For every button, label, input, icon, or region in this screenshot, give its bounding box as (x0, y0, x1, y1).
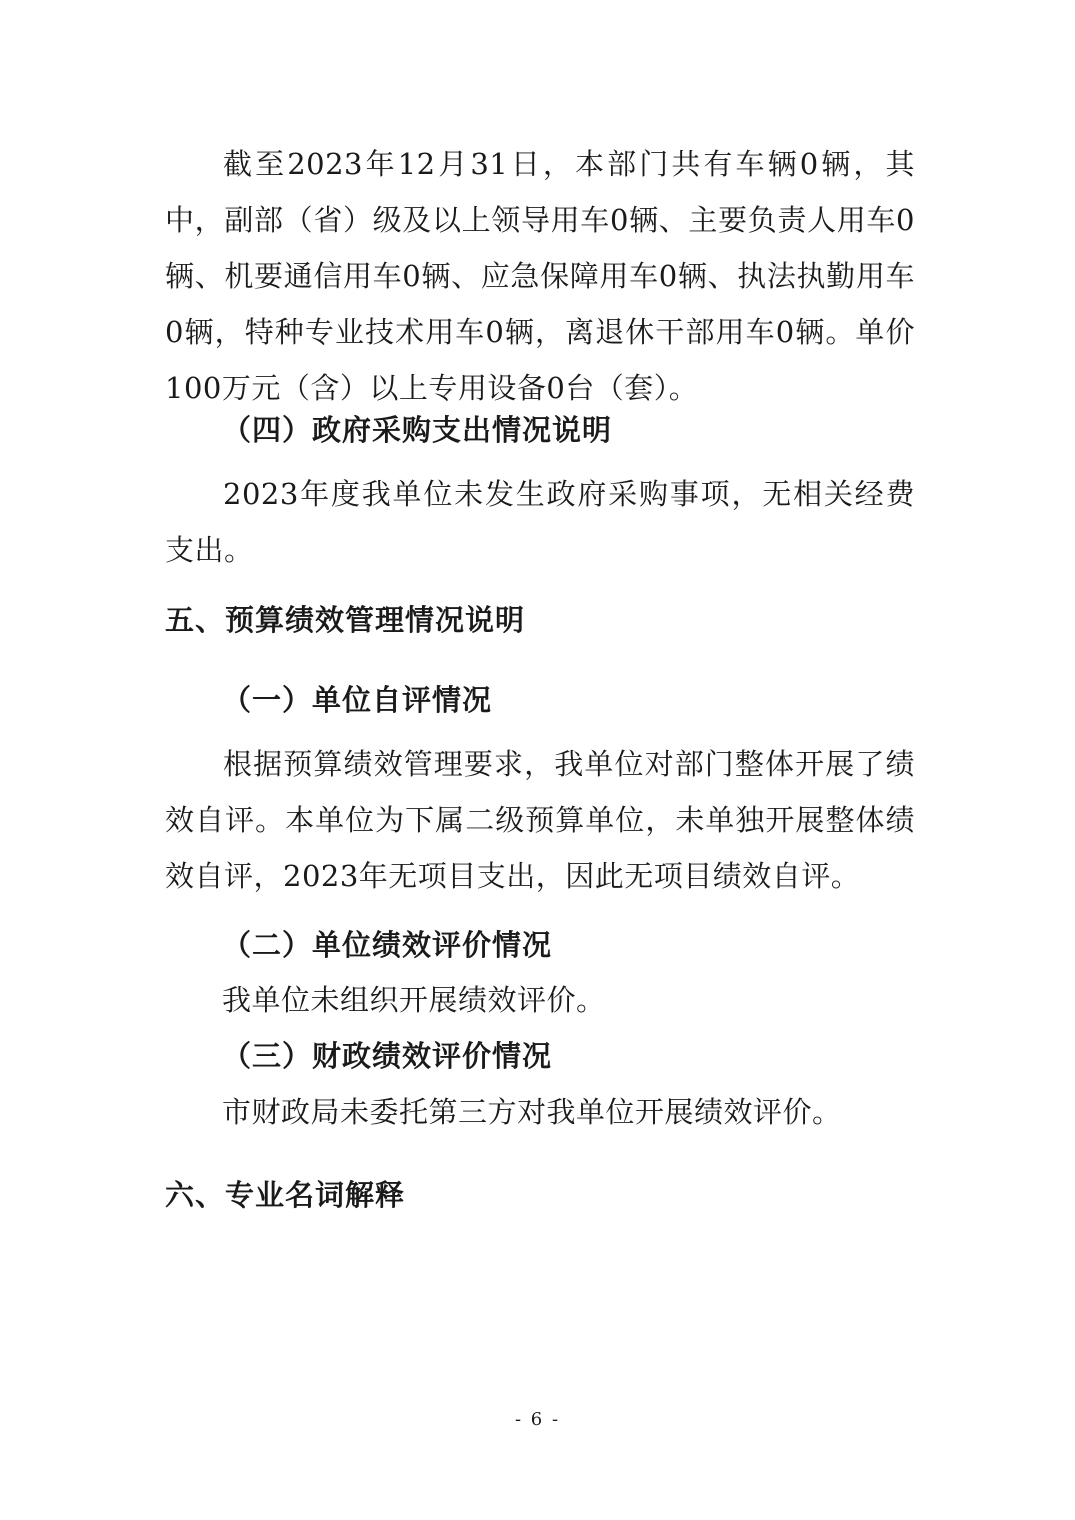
vehicles-paragraph: 截至2023年12月31日，本部门共有车辆0辆，其中，副部（省）级及以上领导用车0辆、主要负责人用车0辆、机要通信用车0辆、应急保障用车0辆、执法执勤用车0辆，特种专业技术用车0辆，离退休干部用车0辆。单价100万元（含）以上专用设备0台（套）。 (165, 147, 915, 405)
self-eval-heading: （一）单位自评情况 (222, 683, 493, 717)
unit-eval-paragraph: 我单位未组织开展绩效评价。 (222, 983, 606, 1017)
procurement-heading: （四）政府采购支出情况说明 (222, 413, 613, 447)
finance-eval-heading: （三）财政绩效评价情况 (222, 1039, 553, 1073)
finance-eval-paragraph: 市财政局未委托第三方对我单位开展绩效评价。 (222, 1095, 842, 1129)
section-5-heading: 五、预算绩效管理情况说明 (165, 603, 526, 637)
section-6-heading: 六、专业名词解释 (165, 1178, 406, 1212)
unit-eval-heading: （二）单位绩效评价情况 (222, 928, 553, 962)
page-number: - 6 - (514, 1409, 561, 1430)
procurement-paragraph: 2023年度我单位未发生政府采购事项，无相关经费支出。 (165, 477, 915, 567)
self-eval-paragraph: 根据预算绩效管理要求，我单位对部门整体开展了绩效自评。本单位为下属二级预算单位，未单独开展整体绩效自评，2023年无项目支出，因此无项目绩效自评。 (165, 747, 915, 893)
